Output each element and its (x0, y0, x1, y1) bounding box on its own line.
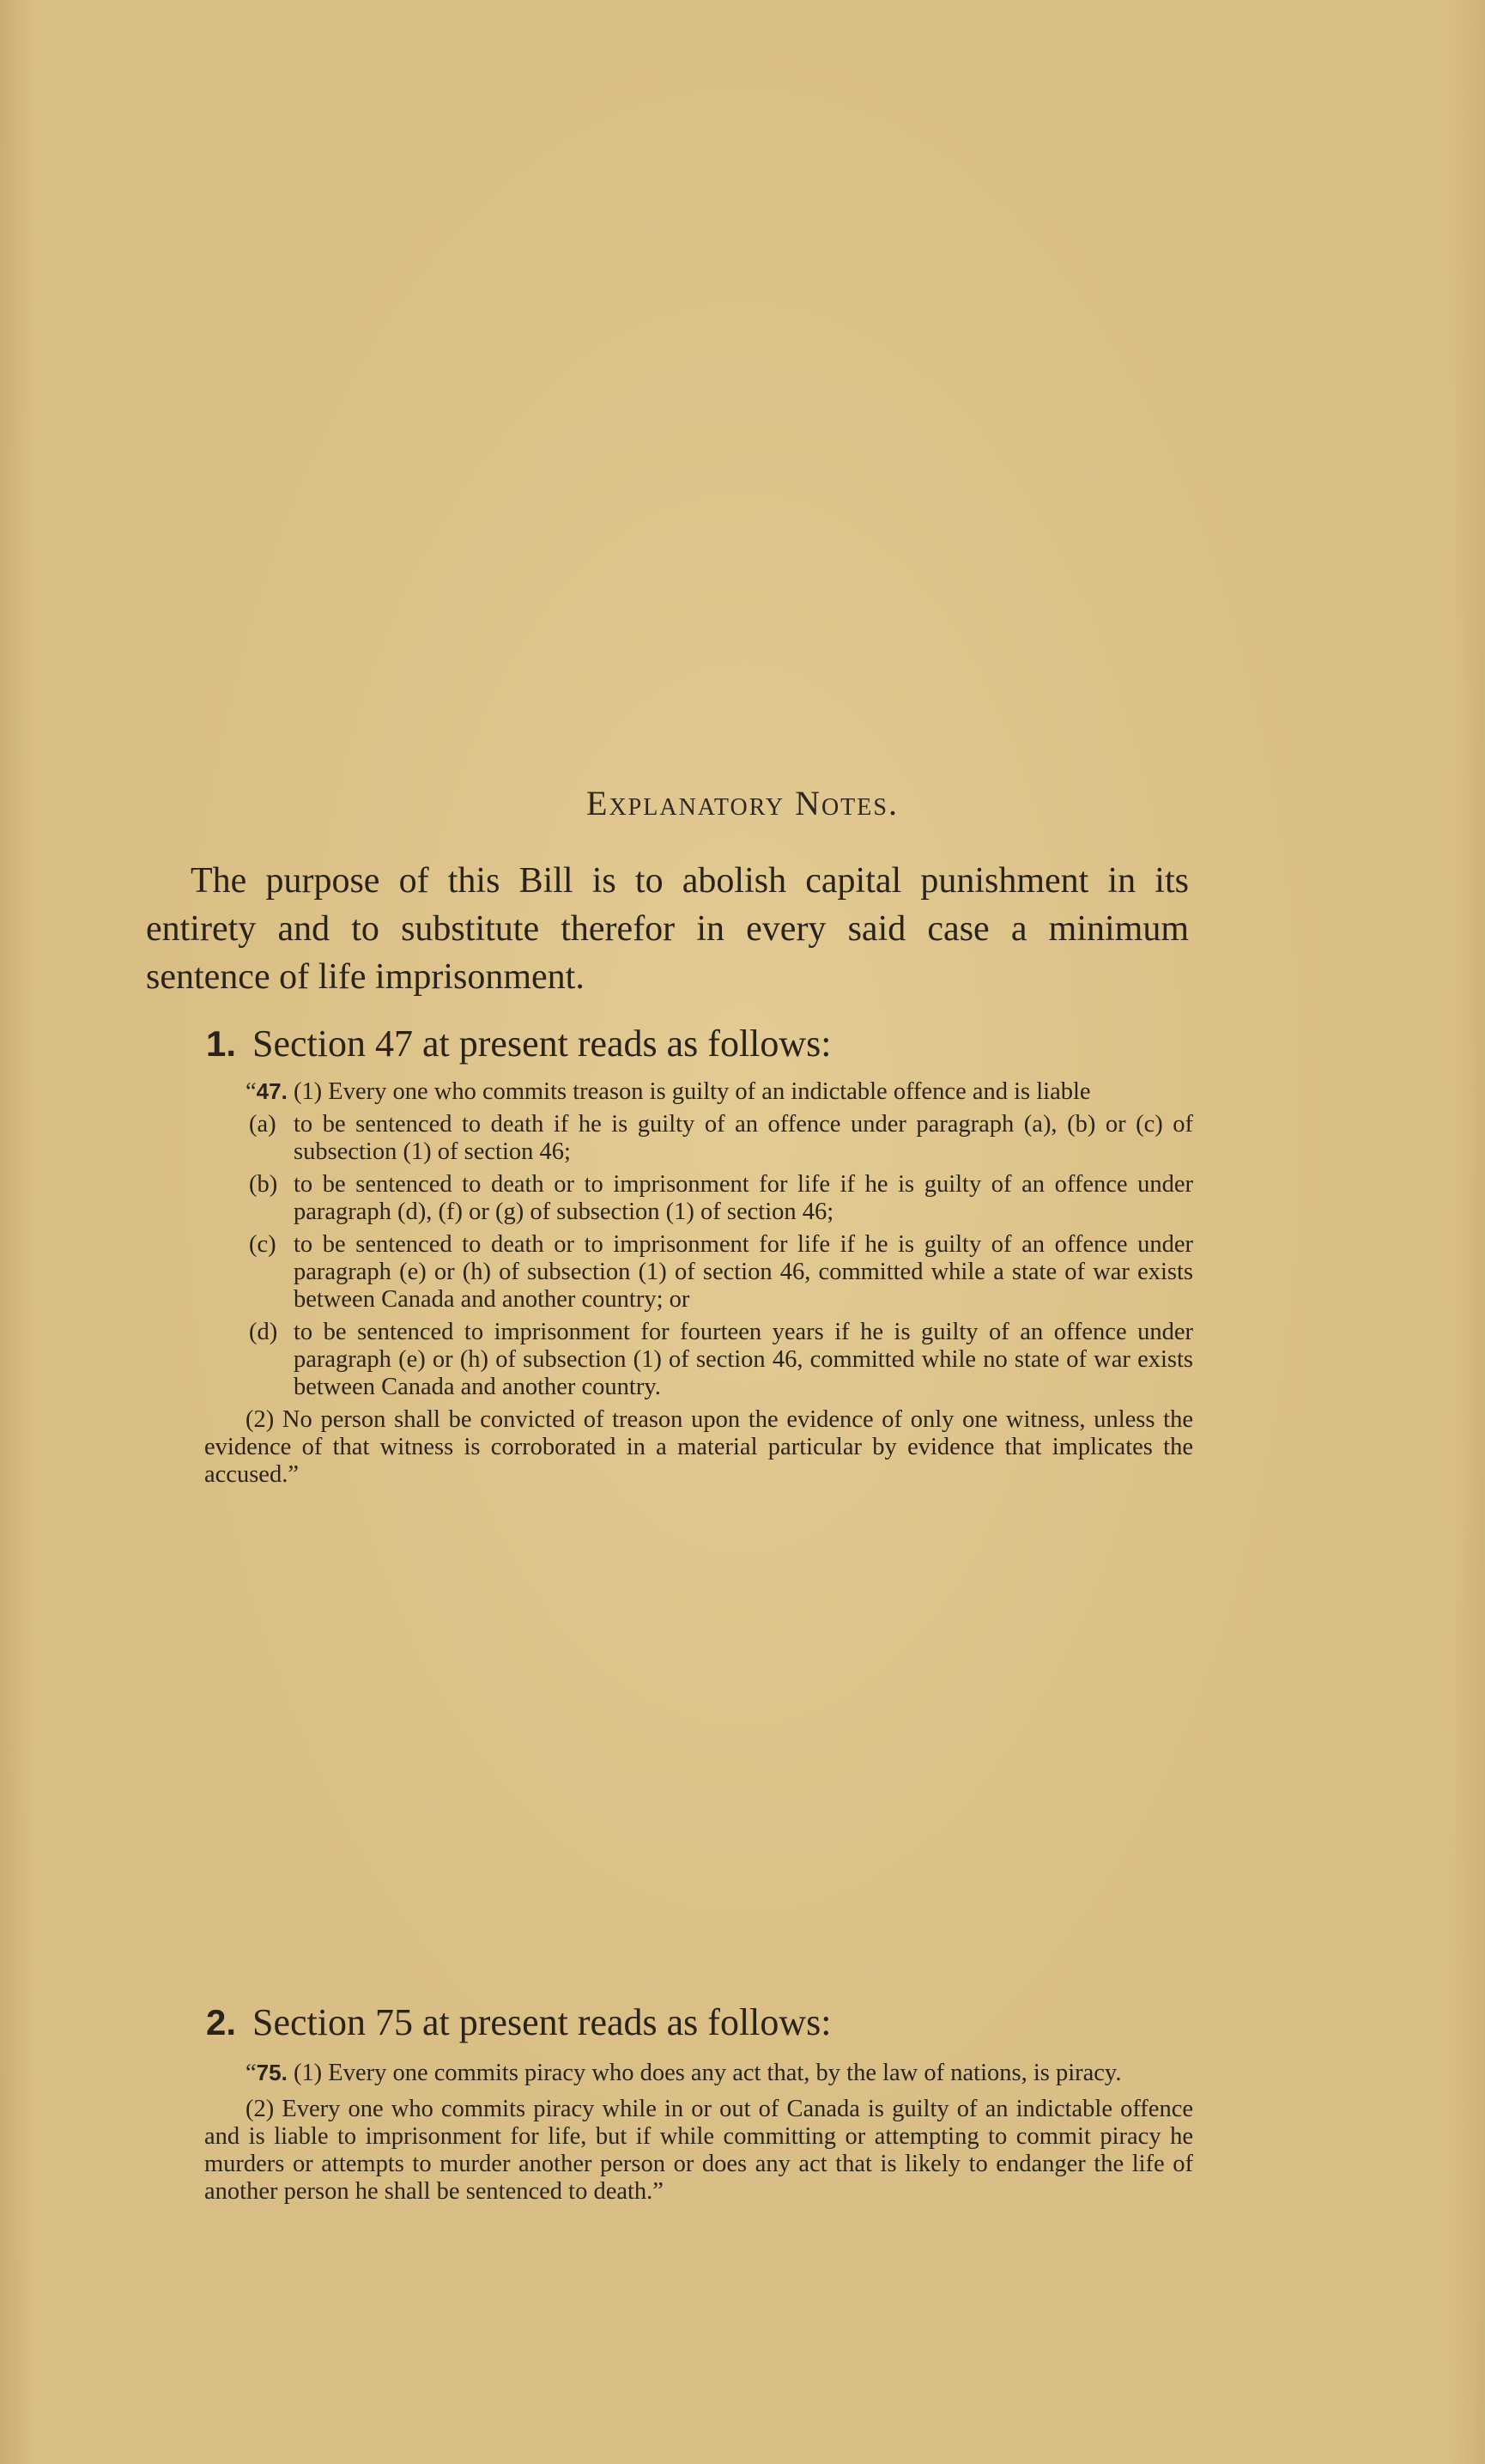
section-1-heading (206, 1022, 832, 1065)
list-item-text: to be sentenced to death or to imprisonment for life if he is guilty of an offence under paragraph (e) or (h) of subsection (1) of section 46, committed while a state of war exists between Canada and another country; or (294, 1231, 1193, 1313)
list-item (249, 1111, 1193, 1166)
list-item (249, 1319, 1193, 1401)
section-47-subsection-1 (204, 1077, 1193, 1106)
section-2-heading-text: Section 75 at present reads as follows: (252, 2001, 832, 2043)
section-2-heading (206, 2000, 832, 2044)
section-47-quote-open: “ (245, 1078, 257, 1105)
section-2-number: 2. (206, 2002, 237, 2042)
section-1-number: 1. (206, 1023, 237, 1064)
section-75-subsection-2: (2) Every one who commits piracy while in or out of Canada is guilty of an indictable offence and is liable to imprisonment for life, but if while committing or attempting to commit piracy he murders or attempts to murder another person or does any act that is likely to endanger the life of another person he shall be sentenced to death.” (204, 2096, 1193, 2205)
list-item-text: to be sentenced to imprisonment for fourteen years if he is guilty of an offence under paragraph (e) or (h) of subsection (1) of section 46, committed while no state of war exists between Canada and another country. (294, 1319, 1193, 1400)
section-75-subsection-1-text: (1) Every one commits piracy who does any act that, by the law of nations, is piracy. (293, 2060, 1122, 2086)
section-1-heading-text: Section 47 at present reads as follows: (252, 1023, 832, 1065)
bill-purpose-paragraph: The purpose of this Bill is to abolish capital punishment in its entirety and to substitute therefor in every said case a minimum sentence of life imprisonment. (146, 861, 1189, 997)
explanatory-notes-heading: Explanatory Notes. (586, 784, 899, 822)
section-47-number: 47. (256, 1078, 288, 1104)
section-47-subsection-1-text: (1) Every one who commits treason is guilty of an indictable offence and is liable (293, 1078, 1091, 1105)
list-item-letter: (c) (249, 1231, 276, 1258)
list-item-text: to be sentenced to death or to imprisonment for life if he is guilty of an offence under paragraph (d), (f) or (g) of subsection (1) of section 46; (294, 1171, 1193, 1225)
list-item-letter: (d) (249, 1319, 278, 1345)
section-75-quote (206, 2059, 1193, 2206)
section-75-quote-open: “ (245, 2060, 257, 2086)
section-47-subsection-2: (2) No person shall be convicted of treason upon the evidence of only one witness, unless the evidence of that witness is corroborated in a material particular by evidence that implicates the accused.” (204, 1406, 1193, 1488)
list-item-letter: (a) (249, 1111, 276, 1138)
section-47-quote (206, 1077, 1193, 1489)
section-47-paragraph-list (206, 1111, 1193, 1401)
list-item-text: to be sentenced to death if he is guilty of an offence under paragraph (a), (b) or (c) of subsection (1) of section 46; (294, 1111, 1193, 1165)
list-item-letter: (b) (249, 1171, 278, 1198)
paragraph-gap (206, 2087, 1193, 2096)
list-item (249, 1171, 1193, 1226)
section-75-number: 75. (256, 2060, 288, 2085)
section-75-subsection-1 (204, 2059, 1193, 2087)
list-item (249, 1231, 1193, 1314)
